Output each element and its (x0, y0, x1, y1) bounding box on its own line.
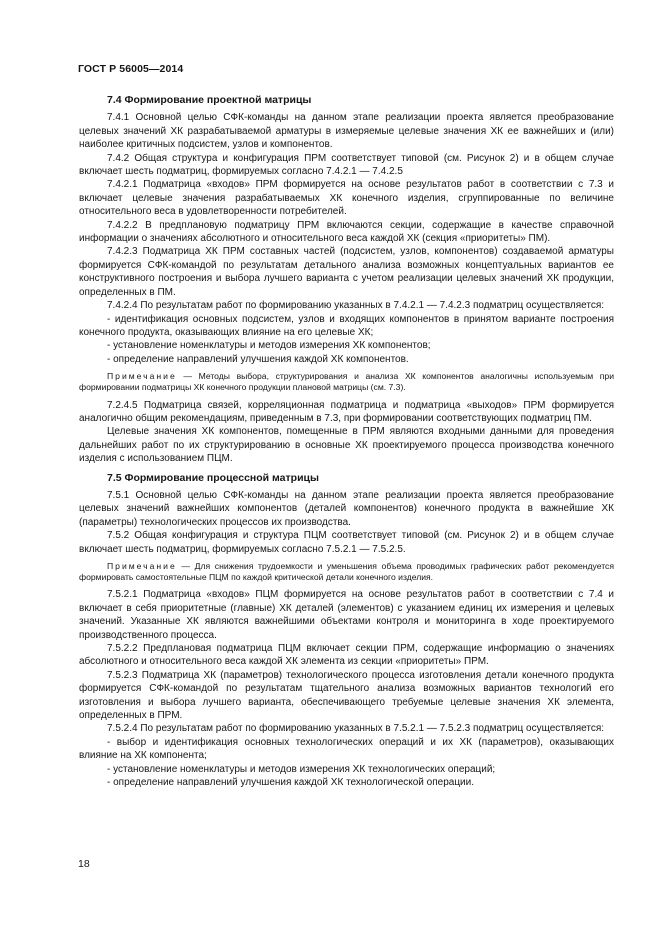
paragraph-7-4-2: 7.4.2 Общая структура и конфигурация ПРМ соответствует типовой (см. Рисунок 2) и в общем случае включает шесть подматриц, формируемых согласно 7.4.2.1 — 7.4.2.5 (79, 152, 614, 178)
paragraph-7-2-4-5: 7.2.4.5 Подматрица связей, корреляционная подматрица и подматрица «выходов» ПРМ формируется аналогично общим рекомендациям, приведенным в 7.3, при формировании соответствующих подматриц ПМ. (79, 399, 614, 424)
paragraph-target-values: Целевые значения ХК компонентов, помещенные в ПРМ являются входными данными для проведения дальнейших работ по их структурированию в основные ХК проектируемого процесса производства конечного изделия с использованием ПЦМ. (79, 426, 614, 465)
list-item: - установление номенклатуры и методов измерения ХК технологических операций; (107, 763, 496, 775)
list-item: - установление номенклатуры и методов измерения ХК компонентов; (107, 340, 431, 352)
paragraph-7-5-2-2: 7.5.2.2 Предплановая подматрица ПЦМ включает секции ПРМ, содержащие информацию о значениях абсолютного и относительного веса каждой ХК элемента из секции «приоритеты» ПРМ. (79, 643, 614, 668)
paragraph-7-4-1: 7.4.1 Основной целью СФК-команды на данном этапе реализации проекта является преобразование целевых значений ХК разрабатываемой арматуры в измеряемые целевые значения ХК ее важнейших и (или) наиболее критичных подсистем, узлов и компонентов. (79, 112, 614, 151)
page-number: 18 (78, 858, 90, 870)
note-text: — Методы выбора, структурирования и анализа ХК компонентов аналогичны используемым при формировании подматрицы ХК конечного продукции плановой матрицы (см. 7.3). (79, 371, 614, 393)
paragraph-7-5-2-1: 7.5.2.1 Подматрица «входов» ПЦМ формируется на основе результатов работ в соответствии с 7.4 и включает в себя приоритетные (главные) ХК деталей (элементов) с указанием единиц их измерения и целевых значений. Указанные ХК являются важнейшими объектами контроля и мониторинга в ходе проектируемого производственного процесса. (79, 589, 614, 641)
paragraph-7-5-1: 7.5.1 Основной целью СФК-команды на данном этапе реализации проекта является преобразование целевых значений важнейших компонентов (деталей компонентов) конечного продукта в важнейшие ХК (параметры) технологических процессов их производства. (79, 489, 614, 528)
section-7-4-title: 7.4 Формирование проектной матрицы (107, 94, 312, 106)
paragraph-7-5-2: 7.5.2 Общая конфигурация и структура ПЦМ соответствует типовой (см. Рисунок 2) и в общем случае включает шесть подматриц, формируемых согласно 7.5.2.1 — 7.5.2.5. (79, 530, 614, 555)
list-item: - определение направлений улучшения каждой ХК компонентов. (107, 353, 409, 365)
list-item: - определение направлений улучшения каждой ХК технологической операции. (107, 777, 475, 789)
note-7-4 (79, 371, 614, 393)
note-7-5 (79, 561, 614, 583)
note-label: Примечание (107, 371, 177, 382)
document-header: ГОСТ Р 56005—2014 (78, 63, 184, 75)
page-body (79, 94, 614, 790)
paragraph-7-4-2-2: 7.4.2.2 В предплановую подматрицу ПРМ включаются секции, содержащие в качестве справочной информации о значениях абсолютного и относительного веса каждой ХК (секция «приоритеты» ПМ). (79, 219, 614, 245)
section-7-5-title: 7.5 Формирование процессной матрицы (107, 471, 319, 484)
note-label: Примечание (107, 561, 177, 571)
list-item: - выбор и идентификация основных технологических операций и их ХК (параметров), оказывающих влияние на ХК компонента; (79, 736, 614, 762)
paragraph-7-5-2-4: 7.5.2.4 По результатам работ по формированию указанных в 7.5.2.1 — 7.5.2.3 подматриц осуществляется: (107, 723, 605, 735)
list-item: - идентификация основных подсистем, узлов и входящих компонентов в принятом варианте построения конечного продукта, оказывающих влияние на его целевые ХК; (79, 313, 614, 338)
paragraph-7-4-2-3: 7.4.2.3 Подматрица ХК ПРМ составных частей (подсистем, узлов, компонентов) создаваемой арматуры формируется СФК-командой по результатам детального анализа возможных концептуальных вариантов ее конструктивного построения и выбора лучшего варианта с учетом реализации целевых значений ХК продукции, определенных в ПМ. (79, 246, 614, 298)
note-text: — Для снижения трудоемкости и уменьшения объема проводимых графических работ рекомендуется формировать самостоятельные ПЦМ по каждой критической детали конечного изделия. (79, 561, 614, 583)
paragraph-7-4-2-1: 7.4.2.1 Подматрица «входов» ПРМ формируется на основе результатов работ в соответствии с 7.3 и включает целевые значения разрабатываемых ХК конечного изделия, сгруппированные по величине относительного веса в удовлетворенности потребителей. (79, 179, 614, 218)
paragraph-7-4-2-4: 7.4.2.4 По результатам работ по формированию указанных в 7.4.2.1 — 7.4.2.3 подматриц осуществляется: (107, 300, 605, 312)
paragraph-7-5-2-3: 7.5.2.3 Подматрица ХК (параметров) технологического процесса изготовления детали конечного продукта формируется СФК-командой по результатам тщательного анализа возможных вариантов технологий его изготовления и выбора лучшего варианта, обеспечивающего требуемые целевые значения ХК элемента, определенных в ПРМ. (79, 669, 614, 722)
